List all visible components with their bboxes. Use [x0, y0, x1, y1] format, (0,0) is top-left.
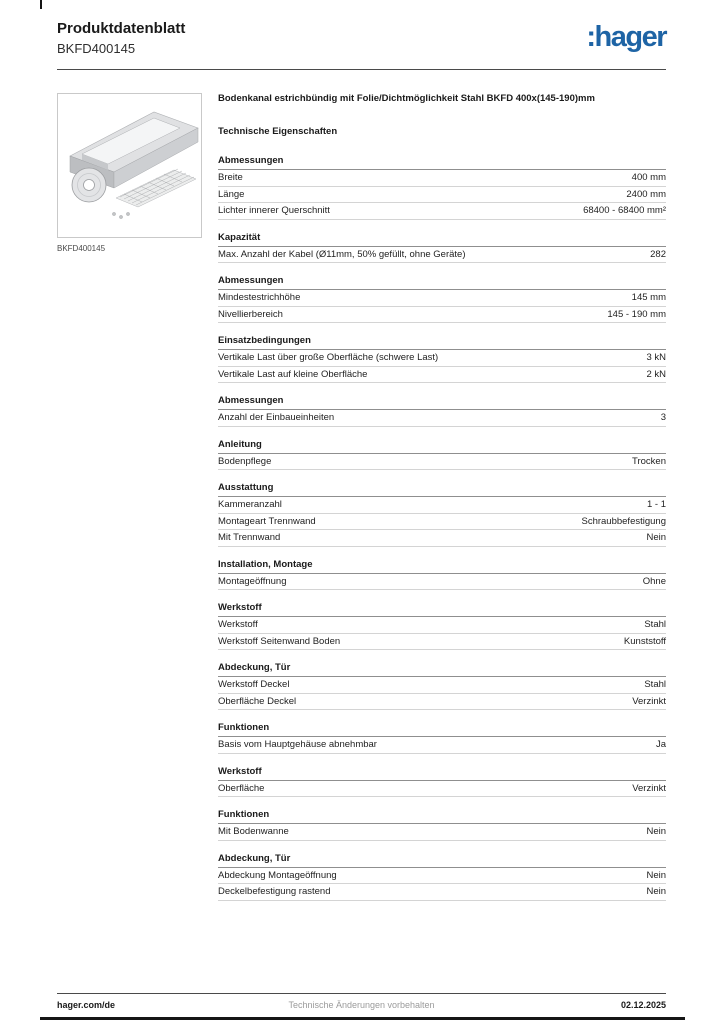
spec-section [218, 231, 666, 264]
spec-section [218, 154, 666, 220]
spec-section [218, 852, 666, 901]
spec-row [218, 617, 666, 634]
hager-logo: :hager [586, 21, 666, 53]
spec-row [218, 530, 666, 547]
spec-label: Vertikale Last auf kleine Oberfläche [218, 368, 368, 380]
spec-value: Nein [646, 886, 666, 898]
spec-value: Schraubbefestigung [581, 515, 666, 527]
product-image-column [57, 93, 202, 912]
spec-row [218, 574, 666, 591]
spec-row [218, 497, 666, 514]
spec-value: Nein [646, 869, 666, 881]
spec-row [218, 677, 666, 694]
spec-section-heading: Werkstoff [218, 765, 666, 781]
spec-section [218, 334, 666, 383]
spec-label: Lichter innerer Querschnitt [218, 205, 330, 217]
spec-value: Verzinkt [632, 782, 666, 794]
spec-label: Montageart Trennwand [218, 515, 316, 527]
spec-value: 400 mm [631, 172, 666, 184]
page-bottom-edge [40, 1017, 685, 1020]
spec-label: Mit Trennwand [218, 532, 281, 544]
spec-value: Verzinkt [632, 695, 666, 707]
spec-section-heading: Abmessungen [218, 274, 666, 290]
spec-value: Trocken [632, 455, 666, 467]
spec-value: Nein [646, 826, 666, 838]
spec-value: 2400 mm [626, 188, 666, 200]
spec-section [218, 394, 666, 427]
spec-row [218, 170, 666, 187]
spec-row [218, 781, 666, 798]
spec-label: Werkstoff [218, 619, 258, 631]
floor-duct-drawing [58, 94, 201, 237]
spec-label: Bodenpflege [218, 455, 272, 467]
product-image-caption: BKFD400145 [57, 243, 106, 253]
spec-row [218, 290, 666, 307]
spec-section [218, 481, 666, 547]
spec-value: 282 [650, 248, 666, 260]
spec-section-heading: Funktionen [218, 808, 666, 824]
spec-value: 3 kN [646, 352, 666, 364]
document-header-left [57, 20, 185, 56]
spec-label: Deckelbefestigung rastend [218, 886, 331, 898]
spec-row [218, 367, 666, 384]
spec-row [218, 454, 666, 471]
spec-value: Ja [655, 739, 666, 751]
page-footer [57, 993, 666, 1010]
spec-value: Stahl [644, 619, 666, 631]
spec-row [218, 187, 666, 204]
spec-label: Oberfläche Deckel [218, 695, 297, 707]
spec-label: Oberfläche [218, 782, 265, 794]
spec-section-heading: Abmessungen [218, 394, 666, 410]
product-title: Bodenkanal estrichbündig mit Folie/Dichtmöglichkeit Stahl BKFD 400x(145-190)mm [218, 92, 595, 104]
footer-date: 02.12.2025 [620, 1000, 666, 1010]
spec-section [218, 438, 666, 471]
spec-row [218, 350, 666, 367]
spec-section-heading: Installation, Montage [218, 558, 666, 574]
spec-value: 2 kN [646, 368, 666, 380]
spec-section [218, 661, 666, 710]
spec-row [218, 514, 666, 531]
spec-value: 145 - 190 mm [607, 308, 666, 320]
spec-value: Kunststoff [623, 635, 666, 647]
spec-section [218, 601, 666, 650]
product-image [57, 93, 202, 238]
spec-section-heading: Kapazität [218, 231, 666, 247]
spec-section-heading: Abdeckung, Tür [218, 852, 666, 868]
spec-label: Vertikale Last über große Oberfläche (schwere Last) [218, 352, 439, 364]
crop-mark [40, 0, 42, 9]
document-header [57, 20, 666, 70]
spec-label: Anzahl der Einbaueinheiten [218, 412, 335, 424]
spec-value: Ohne [642, 575, 666, 587]
spec-label: Kammeranzahl [218, 499, 282, 511]
spec-value: Nein [646, 532, 666, 544]
spec-row [218, 868, 666, 885]
spec-section [218, 765, 666, 798]
spec-section-heading: Funktionen [218, 721, 666, 737]
spec-label: Basis vom Hauptgehäuse abnehmbar [218, 739, 377, 751]
spec-section [218, 721, 666, 754]
spec-section-heading: Einsatzbedingungen [218, 334, 666, 350]
spec-label: Mit Bodenwanne [218, 826, 289, 838]
specifications-column [218, 93, 666, 912]
spec-section-heading: Ausstattung [218, 481, 666, 497]
spec-section [218, 808, 666, 841]
document-title: Produktdatenblatt [57, 20, 186, 37]
main-content [57, 93, 666, 912]
spec-row [218, 203, 666, 220]
technical-properties-title: Technische Eigenschaften [218, 126, 338, 138]
footer-website: hager.com/de [57, 1000, 116, 1010]
spec-row [218, 247, 666, 264]
spec-row [218, 737, 666, 754]
spec-section-heading: Abmessungen [218, 154, 666, 170]
spec-label: Abdeckung Montageöffnung [218, 869, 337, 881]
spec-section-heading: Anleitung [218, 438, 666, 454]
spec-row [218, 824, 666, 841]
spec-label: Werkstoff Deckel [218, 679, 290, 691]
spec-label: Montageöffnung [218, 575, 287, 587]
spec-label: Nivellierbereich [218, 308, 283, 320]
spec-label: Max. Anzahl der Kabel (Ø11mm, 50% gefüllt, ohne Geräte) [218, 248, 466, 260]
spec-section [218, 274, 666, 323]
spec-label: Länge [218, 188, 245, 200]
spec-row [218, 634, 666, 651]
spec-row [218, 307, 666, 324]
product-id: BKFD400145 [57, 40, 136, 56]
spec-row [218, 884, 666, 901]
spec-value: Stahl [644, 679, 666, 691]
spec-section-heading: Abdeckung, Tür [218, 661, 666, 677]
spec-sections [218, 154, 666, 901]
spec-value: 3 [660, 412, 666, 424]
spec-section [218, 558, 666, 591]
spec-label: Werkstoff Seitenwand Boden [218, 635, 341, 647]
spec-value: 68400 - 68400 mm² [583, 205, 666, 217]
footer-notice: Technische Änderungen vorbehalten [288, 1000, 435, 1010]
spec-row [218, 410, 666, 427]
spec-value: 1 - 1 [646, 499, 666, 511]
spec-row [218, 694, 666, 711]
spec-value: 145 mm [631, 292, 666, 304]
spec-section-heading: Werkstoff [218, 601, 666, 617]
spec-label: Mindestestrichhöhe [218, 292, 301, 304]
spec-label: Breite [218, 172, 243, 184]
